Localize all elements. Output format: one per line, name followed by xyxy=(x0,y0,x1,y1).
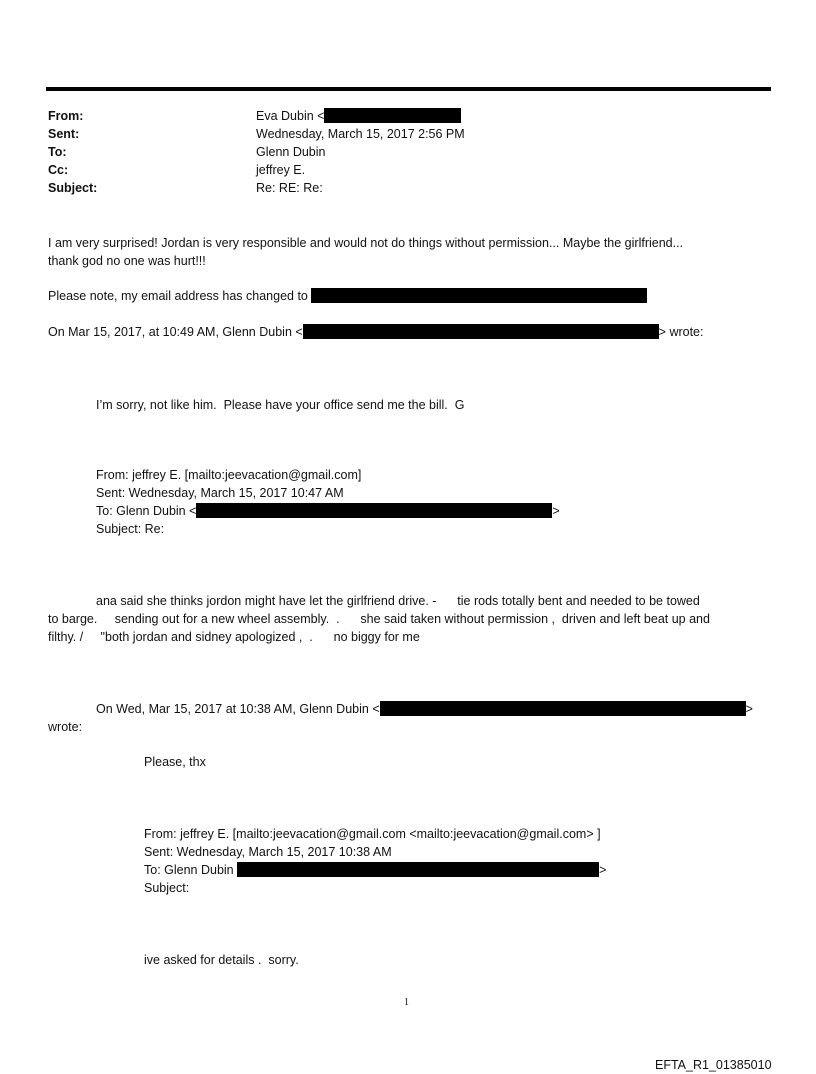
cc-value: jeffrey E. xyxy=(256,163,306,177)
redaction-bar xyxy=(196,503,552,518)
redaction-bar xyxy=(303,324,659,339)
subject-value: Re: RE: Re: xyxy=(256,181,323,195)
fwd2-subject: Subject: xyxy=(144,881,190,895)
to-value: Glenn Dubin xyxy=(256,145,326,159)
fwd2-body: ive asked for details . sorry. xyxy=(144,953,299,967)
reply-glenn: I’m sorry, not like him. Please have your office send me the bill. G xyxy=(96,398,465,412)
sent-label: Sent: xyxy=(48,127,80,141)
fwd2-from: From: jeffrey E. [mailto:jeevacation@gmail.com <mailto:jeevacation@gmail.com> ] xyxy=(144,827,601,841)
body-line-2: thank god no one was hurt!!! xyxy=(48,254,206,268)
fwd1-to: To: Glenn Dubin < > xyxy=(96,504,560,518)
header-divider xyxy=(46,87,771,91)
to-label: To: xyxy=(48,145,67,159)
fwd1-sent: Sent: Wednesday, March 15, 2017 10:47 AM xyxy=(96,486,344,500)
sent-value: Wednesday, March 15, 2017 2:56 PM xyxy=(256,127,465,141)
from-label: From: xyxy=(48,109,84,123)
redaction-bar xyxy=(324,108,461,123)
email-change-notice: Please note, my email address has changed to xyxy=(48,287,647,305)
cc-label: Cc: xyxy=(48,163,69,177)
quote-intro: On Mar 15, 2017, at 10:49 AM, Glenn Dubin < > wrote: xyxy=(48,325,704,339)
msg2-line-3: filthy. / "both jordan and sidney apologized , . no biggy for me xyxy=(48,630,420,644)
fwd1-from: From: jeffrey E. [mailto:jeevacation@gmail.com] xyxy=(96,468,362,482)
quote2-wrote: wrote: xyxy=(48,720,83,734)
msg2-line-2: to barge. sending out for a new wheel assembly. . she said taken without permission , driven and left beat up and xyxy=(48,612,710,626)
from-value: Eva Dubin < xyxy=(256,107,461,125)
fwd2-to: To: Glenn Dubin > xyxy=(144,863,607,877)
subject-label: Subject: xyxy=(48,181,98,195)
body-line-1: I am very surprised! Jordan is very responsible and would not do things without permission... Maybe the girlfriend... xyxy=(48,236,684,250)
redaction-bar xyxy=(237,862,599,877)
page-number: 1 xyxy=(404,997,409,1008)
redaction-bar xyxy=(380,701,746,716)
fwd1-subject: Subject: Re: xyxy=(96,522,165,536)
fwd2-sent: Sent: Wednesday, March 15, 2017 10:38 AM xyxy=(144,845,392,859)
quote2-intro: On Wed, Mar 15, 2017 at 10:38 AM, Glenn Dubin < > xyxy=(96,702,753,716)
document-id: EFTA_R1_01385010 xyxy=(655,1058,772,1072)
redaction-bar xyxy=(311,288,647,303)
msg2-line-1: ana said she thinks jordon might have let the girlfriend drive. - tie rods totally bent and needed to be towed xyxy=(96,594,700,608)
quote2-reply: Please, thx xyxy=(144,755,206,769)
